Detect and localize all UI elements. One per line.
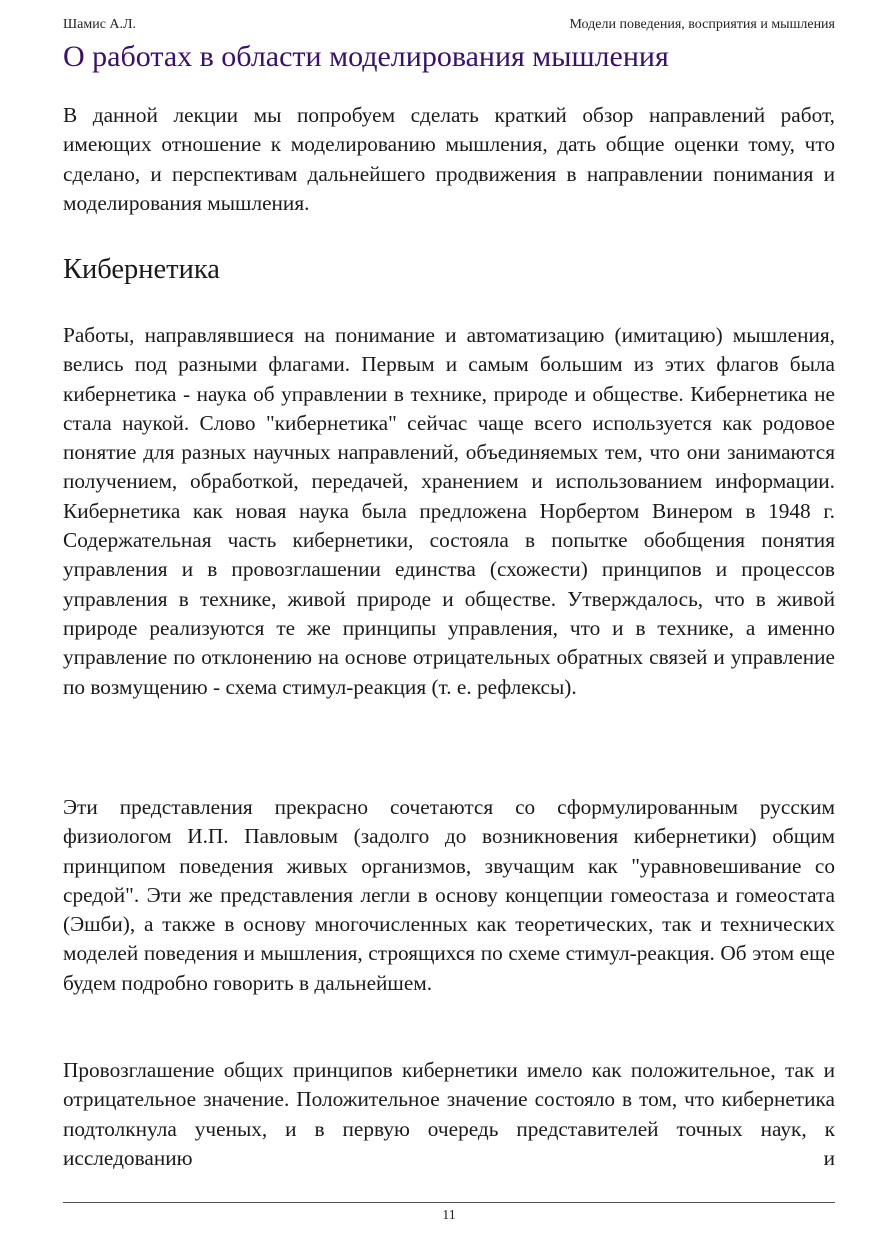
paragraph-principles: Провозглашение общих принципов кибернетики имело как положительное, так и отрицательное значение. Положительное значение состояло в том, что кибернетика подтолкнула ученых, и в первую очередь представителей точных наук, к исследованию и xyxy=(63,1058,835,1170)
paragraph-pavlov: Эти представления прекрасно сочетаются со сформулированным русским физиологом И.П. Павловым (задолго до возникновения кибернетики) общим принципом поведения живых организмов, звучащим как "уравновешивание со средой". Эти же представления легли в основу концепции гомеостаза и гомеостата (Эшби), а также в основу многочисленных как теоретических, так и технических моделей поведения и мышления, строящихся по схеме стимул-реакция. Об этом еще будем подробно говорить в дальнейшем. xyxy=(63,795,835,995)
chapter-title: О работах в области моделирования мышления xyxy=(63,40,669,73)
paragraph-cybernetics: Работы, направлявшиеся на понимание и автоматизацию (имитацию) мышления, велись под разными флагами. Первым и самым большим из этих флагов была кибернетика - наука об управлении в технике, природе и обществе. Кибернетика не стала наукой. Слово "кибернетика" сейчас чаще всего используется как родовое понятие для разных научных направлений, объединяемых тем, что они занимаются получением, обработкой, передачей, хранением и использованием информации. Кибернетика как новая наука была предложена Норбертом Винером в 1948 г. Содержательная часть кибернетики, состояла в попытке обобщения понятия управления и в провозглашении единства (схожести) принципов и процессов управления в технике, живой природе и обществе. Утверждалось, что в живой природе реализуются те же принципы управления, что и в технике, а именно управление по отклонению на основе отрицательных обратных связей и управление по возмущению - схема стимул-реакция (т. е. рефлексы). xyxy=(63,323,835,699)
footer-divider xyxy=(63,1202,835,1203)
document-page xyxy=(63,0,835,1241)
header-author: Шамис А.Л. xyxy=(63,17,137,32)
page-number: 11 xyxy=(442,1208,456,1223)
running-header xyxy=(63,16,835,34)
section-title: Кибернетика xyxy=(63,254,220,285)
paragraph-intro: В данной лекции мы попробуем сделать краткий обзор направлений работ, имеющих отношение к моделированию мышления, дать общие оценки тому, что сделано, и перспективам дальнейшего продвижения в направлении понимания и моделирования мышления. xyxy=(63,103,835,215)
header-book-title: Модели поведения, восприятия и мышления xyxy=(569,17,835,32)
